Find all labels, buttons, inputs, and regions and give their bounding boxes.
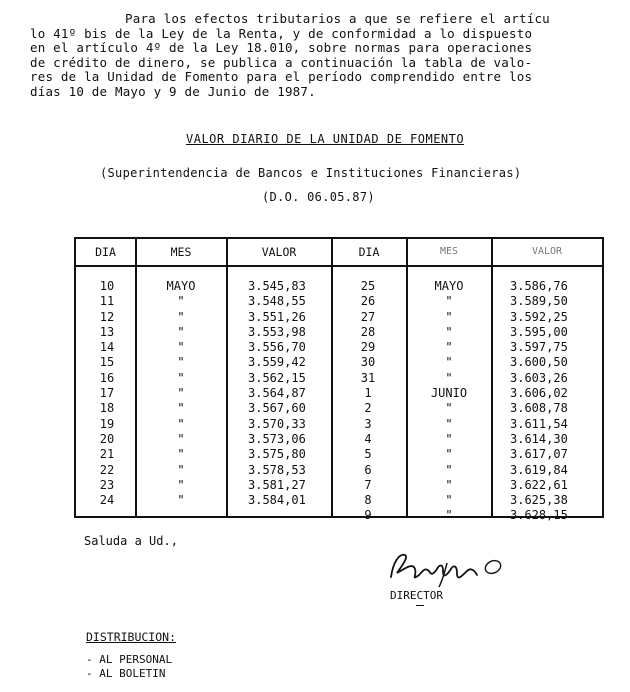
- closing-line: Saluda a Ud.,: [84, 534, 178, 548]
- table-cell: 30: [360, 355, 376, 370]
- table-cell: ": [445, 370, 453, 385]
- header-dia-2: DIA: [358, 245, 380, 259]
- table-cell: 3.575,80: [248, 447, 306, 462]
- table-cell: 6: [364, 462, 372, 477]
- table-cell: 3.628,15: [510, 508, 568, 523]
- table-cell: 3.573,06: [248, 431, 306, 446]
- table-cell: ": [177, 324, 185, 339]
- table-heading: VALOR DIARIO DE LA UNIDAD DE FOMENTO: [186, 132, 465, 146]
- table-cell: 3.608,78: [510, 401, 568, 416]
- table-cell: ": [445, 508, 453, 523]
- table-cell: ": [445, 477, 453, 492]
- source-reference: (D.O. 06.05.87): [262, 190, 375, 204]
- table-cell: 3.625,38: [510, 493, 568, 508]
- table-cell: 3.600,50: [510, 355, 568, 370]
- table-cell: ": [177, 294, 185, 309]
- signature-title: DIRECTOR: [390, 589, 443, 602]
- table-cell: 9: [364, 508, 372, 523]
- column-divider: [226, 239, 228, 516]
- table-cell: 25: [360, 279, 376, 293]
- distribution-title: DISTRIBUCION:: [86, 630, 177, 644]
- table-cell: 10: [99, 279, 115, 293]
- table-cell: 16: [99, 370, 115, 385]
- table-cell: 27: [360, 309, 376, 324]
- right-valor-column: [510, 279, 568, 524]
- table-cell: ": [177, 462, 185, 477]
- table-cell: ": [177, 309, 185, 324]
- table-cell: ": [445, 401, 453, 416]
- table-cell: 8: [364, 493, 372, 508]
- table-cell: ": [445, 447, 453, 462]
- table-cell: ": [445, 324, 453, 339]
- table-cell: ": [177, 355, 185, 370]
- table-cell: 3.545,83: [248, 279, 306, 293]
- table-cell: ": [177, 431, 185, 446]
- table-cell: JUNIO: [430, 386, 468, 401]
- table-cell: 1: [364, 386, 372, 401]
- header-dia: DIA: [95, 245, 116, 259]
- table-cell: 5: [364, 447, 372, 462]
- table-cell: ": [445, 294, 453, 309]
- table-cell: 3.548,55: [248, 294, 306, 309]
- table-cell: 13: [99, 324, 115, 339]
- header-mes-2: MES: [439, 246, 459, 257]
- table-cell: 3.551,26: [248, 309, 306, 324]
- table-cell: 22: [99, 462, 115, 477]
- table-cell: ": [177, 386, 185, 401]
- table-cell: 3.603,26: [510, 370, 568, 385]
- table-cell: ": [177, 416, 185, 431]
- table-cell: ": [445, 493, 453, 508]
- table-cell: 3.589,50: [510, 294, 568, 309]
- table-cell: 15: [99, 355, 115, 370]
- distribution-item: - AL BOLETIN: [86, 666, 166, 680]
- source-line: (Superintendencia de Bancos e Instituciones Financieras): [100, 166, 522, 180]
- intro-line: Para los efectos tributarios a que se refiere el artícu: [125, 11, 550, 26]
- table-cell: 3.597,75: [510, 340, 568, 355]
- table-cell: 3.619,84: [510, 462, 568, 477]
- table-cell: 3.622,61: [510, 477, 568, 492]
- right-dia-column: [339, 279, 397, 524]
- table-cell: 3.595,00: [510, 324, 568, 339]
- table-cell: 24: [99, 493, 115, 508]
- header-mes: MES: [170, 245, 192, 259]
- table-cell: 21: [99, 447, 115, 462]
- table-cell: 3.564,87: [248, 386, 306, 401]
- table-cell: 2: [364, 401, 372, 416]
- table-cell: 4: [364, 431, 372, 446]
- table-cell: ": [445, 431, 453, 446]
- table-cell: 3.567,60: [248, 401, 306, 416]
- table-cell: 3.586,76: [510, 279, 568, 293]
- distribution-item: - AL PERSONAL: [86, 653, 173, 666]
- table-cell: 12: [99, 309, 115, 324]
- header-valor-2: VALOR: [531, 246, 563, 257]
- uf-value-table: [74, 237, 604, 523]
- table-cell: ": [445, 462, 453, 477]
- table-cell: MAYO: [166, 279, 196, 293]
- table-cell: ": [445, 340, 453, 355]
- divider: [416, 605, 424, 606]
- table-cell: 28: [360, 324, 376, 339]
- intro-line: días 10 de Mayo y 9 de Junio de 1987.: [30, 83, 316, 99]
- left-mes-column: [136, 279, 226, 508]
- intro-line: en el artículo 4º de la Ley 18.010, sobre normas para operaciones: [30, 40, 533, 56]
- table-cell: ": [177, 493, 185, 508]
- table-cell: 19: [99, 416, 115, 431]
- table-cell: 3.592,25: [510, 309, 568, 324]
- table-cell: 3.556,70: [248, 340, 306, 355]
- table-cell: 3.617,07: [510, 447, 568, 462]
- table-cell: 26: [360, 294, 376, 309]
- table-cell: 31: [360, 370, 376, 385]
- table-cell: ": [177, 401, 185, 416]
- table-cell: 3: [364, 416, 372, 431]
- table-cell: 3.581,27: [248, 477, 306, 492]
- table-cell: 3.559,42: [248, 355, 306, 370]
- table-cell: ": [177, 370, 185, 385]
- table-cell: 3.562,15: [248, 370, 306, 385]
- intro-line: de crédito de dinero, se publica a continuación la tabla de valo-: [30, 54, 533, 70]
- left-valor-column: [248, 279, 306, 508]
- table-cell: 17: [99, 386, 115, 401]
- table-cell: ": [445, 355, 453, 370]
- left-dia-column: [78, 279, 136, 508]
- table-cell: 3.570,33: [248, 416, 306, 431]
- intro-line: res de la Unidad de Fomento para el período comprendido entre los: [30, 69, 533, 85]
- table-cell: ": [177, 447, 185, 462]
- header-divider: [76, 265, 602, 267]
- table-cell: MAYO: [434, 279, 464, 293]
- table-cell: ": [177, 477, 185, 492]
- table-cell: ": [177, 340, 185, 355]
- table-cell: 3.611,54: [510, 416, 568, 431]
- right-mes-column: [407, 279, 491, 524]
- header-valor: VALOR: [261, 245, 297, 259]
- table-cell: ": [445, 309, 453, 324]
- table-cell: 3.578,53: [248, 462, 306, 477]
- table-cell: 3.584,01: [248, 493, 306, 508]
- table-cell: ": [445, 416, 453, 431]
- intro-line: lo 41º bis de la Ley de la Renta, y de conformidad a lo dispuesto: [30, 25, 533, 41]
- intro-paragraph: [30, 12, 615, 100]
- table-cell: 20: [99, 431, 115, 446]
- table-cell: 3.606,02: [510, 386, 568, 401]
- table-cell: 11: [99, 294, 115, 309]
- table-cell: 3.614,30: [510, 431, 568, 446]
- table-cell: 23: [99, 477, 115, 492]
- table-cell: 14: [99, 340, 115, 355]
- distribution-list: [86, 653, 172, 680]
- table-cell: 3.553,98: [248, 324, 306, 339]
- column-divider: [491, 239, 493, 516]
- table-cell: 7: [364, 477, 372, 492]
- column-divider: [331, 239, 333, 516]
- table-cell: 29: [360, 340, 376, 355]
- table-cell: 18: [99, 401, 115, 416]
